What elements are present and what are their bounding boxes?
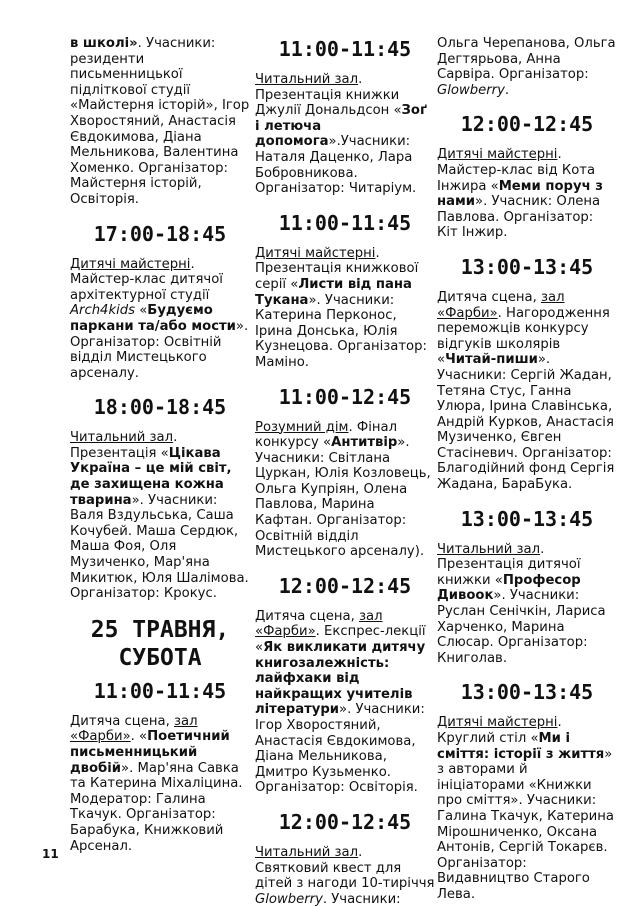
event-description: . « (130, 729, 148, 745)
venue-label: Дитячі майстерні (437, 147, 558, 163)
time-heading: 11:00-11:45 (93, 678, 227, 703)
event-description: . Презентація дитячої книжки « (437, 541, 581, 588)
venue-label: зал «Фарби» (255, 608, 383, 640)
event-title: Зоґ і летюча допомога (255, 103, 427, 150)
event-description: ». Учасники: Руслан Сенічкін, Лариса Харченко, Марина Слюсар. Організатор: Книголав. (437, 588, 606, 666)
event-title: Ми і сміття: історії з життя (437, 731, 605, 762)
event-title: в школі» (70, 36, 138, 51)
brand-name: Glowberry (255, 891, 323, 907)
event-description: ». Мар'яна Савка та Катерина Міхаліцина. Модератор: Галина Ткачук. Організатор: Барабука, Книжковий Арсенал. (70, 760, 243, 854)
venue-label: Читальний зал (437, 541, 541, 557)
time-heading: 11:00-11:45 (278, 210, 412, 235)
page-number: 11 (42, 847, 59, 861)
event-description: Дитяча сцена, (255, 608, 359, 624)
time-heading: 12:00-12:45 (278, 573, 412, 598)
event-description: . Фінал конкурсу « (255, 419, 398, 451)
event-description: . Нагородження переможців конкурсу відгуків школярів « (437, 305, 610, 368)
event-description: ». Учасник: Олена Павлова. Організатор: Кіт Інжир. (437, 194, 601, 241)
venue-label: Дитячі майстерні (437, 715, 558, 731)
event-description: . Презентація книжки Джулії Дональдсон « (255, 72, 402, 119)
event-description: . Святковий квест для дітей з нагоди 10-тиріччя (255, 844, 435, 892)
event-description: « (135, 303, 148, 319)
event-description: ». Учасники: Валя Вздульська, Саша Кочубей. Маша Сердюк, Маша Фоя, Оля Музиченко, Мар'яна Микитюк, Юля Шалімова. Організатор: Крокус. (70, 492, 249, 602)
date-heading: 25 ТРАВНЯ, СУБОТА (90, 616, 230, 671)
time-heading: 13:00-13:45 (460, 254, 594, 279)
event-text (70, 430, 250, 602)
event-description: ». Учасники: Ігор Хворостяний, Анастасія Євдокимова, Діана Мельникова, Дмитро Кузьменко. Організатор: Освіторія. (255, 702, 425, 796)
event-description: . Майстер-клас від Кота Інжира « (437, 147, 596, 194)
event-description: ». Організатор: Освітній відділ Мистецького арсеналу. (70, 318, 249, 381)
event-text (255, 246, 435, 371)
time-heading: 12:00-12:45 (460, 112, 594, 137)
studio-name: Arch4kids (70, 303, 135, 319)
time-heading: 11:00-11:45 (278, 37, 412, 61)
event-text (70, 257, 250, 382)
column-2 (255, 36, 435, 907)
venue-label: Розумний дім (255, 419, 349, 435)
event-title: Читай-пиши (445, 352, 538, 368)
time-heading: 13:00-13:45 (460, 680, 594, 705)
event-title: Професор Дивоок (437, 572, 581, 604)
event-description: Дитяча сцена, (437, 289, 541, 305)
event-text (437, 715, 617, 902)
event-description: . Учасники: резиденти письменницької підліткової студії «Майстерня історій», Ігор Хворостяний, Анастасія Євдокимова, Діана Мельникова, Валентина Хоменко. Організатор: Майстерня історій, Освіторія. (70, 36, 250, 207)
event-description: ». Учасники: Сергій Жадан, Тетяна Стус, Ганна Улюра, Ірина Славінська, Андрій Курков, Анастасія Музиченко, Євген Стасіневич. Організатор: Благодійний фонд Сергія Жадана, БараБука. (437, 352, 615, 493)
time-heading: 13:00-13:45 (460, 506, 594, 531)
event-title: Меми поруч з нами (437, 178, 603, 210)
time-heading: 18:00-18:45 (93, 395, 227, 420)
event-description: ». Учасники: Катерина Перконос, Ірина Донська, Юлія Кузнецова. Організатор: Маміно. (255, 292, 427, 370)
event-title: Поетичний письменницький двобій (70, 729, 230, 776)
event-description: Ольга Черепанова, Ольга Дегтярьова, Анна Сарвіра. Організатор: (437, 36, 616, 83)
time-heading: 17:00-18:45 (93, 221, 227, 246)
venue-label: Дитячі майстерні (70, 256, 191, 272)
event-text (255, 420, 435, 560)
venue-label: Читальний зал (255, 72, 359, 87)
time-heading: 11:00-12:45 (278, 384, 412, 409)
event-description: . Презентація « (70, 430, 178, 461)
event-description: Дитяча сцена, (70, 713, 174, 729)
venue-label: Дитячі майстерні (255, 245, 376, 261)
event-text (255, 72, 435, 197)
event-description: . Круглий стіл « (437, 715, 562, 746)
event-description: ». Учасники: Світлана Цуркан, Юлія Козловець, Ольга Купріян, Олена Павлова, Марина Кафтан. Організатор: Освітній відділ Мистецького арсеналу). (255, 435, 431, 560)
event-title: Цікава Україна – це мій світ, де захищена кожна тварина (70, 445, 232, 508)
venue-label: Читальний зал (255, 844, 359, 860)
column-3 (437, 36, 617, 903)
event-text (437, 290, 617, 493)
event-description: . Учасники: (322, 891, 401, 907)
event-description: . Майстер-клас дитячої архітектурної студії (70, 256, 223, 303)
event-text (70, 714, 250, 854)
event-text (437, 542, 617, 667)
event-text (255, 609, 435, 796)
column-1 (70, 36, 250, 854)
event-text (437, 147, 617, 241)
venue-label: зал «Фарби» (70, 713, 198, 745)
event-title: Антитвір (331, 435, 398, 451)
event-title: Будуємо паркани та/або мости (70, 303, 236, 334)
venue-label: зал «Фарби» (437, 289, 565, 321)
event-text (70, 36, 250, 208)
time-heading: 12:00-12:45 (278, 809, 412, 834)
event-description: » з авторами й ініціаторами «Книжки про сміття». Учасники: Галина Ткачук, Катерина Мірошниченко, Оксана Антонів, Сергій Токарєв. Організатор: Видавництво Старого Лева. (437, 746, 614, 902)
brand-name: Glowberry (437, 82, 505, 98)
venue-label: Читальний зал (70, 430, 174, 446)
event-description: . Презентація книжкової серії « (255, 245, 419, 292)
event-description: ».Учасники: Наталя Даценко, Лара Бобровникова. Організатор: Читаріум. (255, 134, 417, 197)
event-description: . (504, 82, 510, 98)
event-title: Листи від пана Тукана (255, 276, 412, 308)
event-text (437, 36, 617, 98)
event-description: . Експрес-лекції « (255, 624, 426, 656)
event-title: Як викликати дитячу книгозалежність: лайфхаки від найкращих учителів літератури (255, 640, 426, 718)
